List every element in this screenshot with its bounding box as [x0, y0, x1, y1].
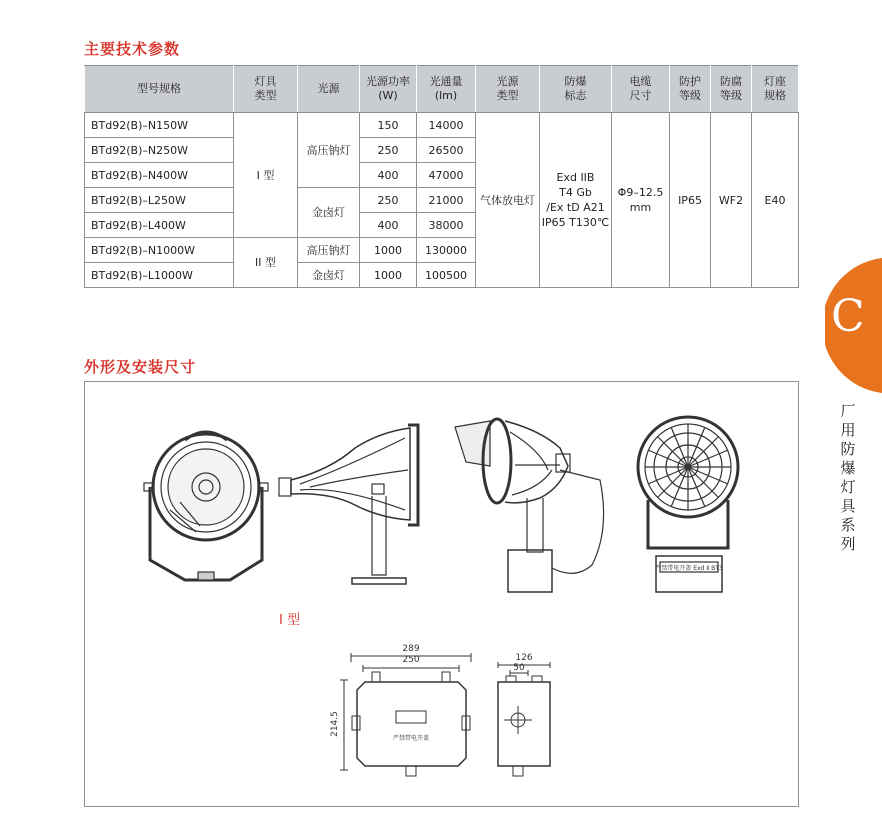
perspective-view-drawing [455, 419, 604, 592]
cell-power: 400 [360, 213, 417, 238]
dim-250-label: 250 [402, 655, 420, 665]
cell-source-type: 气体放电灯 [476, 113, 540, 288]
box-side-drawing [498, 662, 550, 776]
cell-model: BTd92(B)–N150W [85, 113, 234, 138]
cell-model: BTd92(B)–L400W [85, 213, 234, 238]
series-char: 列 [840, 535, 856, 553]
cell-flux: 130000 [417, 238, 476, 263]
series-char: 爆 [840, 459, 856, 477]
series-char: 用 [840, 421, 856, 439]
cell-power: 1000 [360, 238, 417, 263]
cell-source-hps-2: 高压钠灯 [298, 238, 360, 263]
dim-289-label: 289 [402, 644, 420, 654]
cell-ex-mark: Exd IIB T4 Gb /Ex tD A21 IP65 T130℃ [540, 113, 612, 288]
series-char: 灯 [840, 478, 856, 496]
cell-cable: Φ9–12.5 mm [612, 113, 670, 288]
cell-model: BTd92(B)–L1000W [85, 263, 234, 288]
header-light-source: 光源 [298, 66, 360, 113]
cell-flux: 21000 [417, 188, 476, 213]
series-char: 防 [840, 440, 856, 458]
cell-lamp-type-2: II 型 [234, 238, 298, 288]
header-corrosion: 防腐 等级 [711, 66, 752, 113]
cell-flux: 26500 [417, 138, 476, 163]
series-char: 具 [840, 497, 856, 515]
cell-model: BTd92(B)–N400W [85, 163, 234, 188]
dimension-section-title: 外形及安装尺寸 [84, 358, 197, 376]
cell-lamp-type-1: I 型 [234, 113, 298, 238]
cell-power: 150 [360, 113, 417, 138]
cell-power: 1000 [360, 263, 417, 288]
header-cable: 电缆 尺寸 [612, 66, 670, 113]
header-flux: 光通量 (lm) [417, 66, 476, 113]
cell-power: 250 [360, 138, 417, 163]
series-char: 系 [840, 516, 856, 534]
header-lamp-type: 灯具 类型 [234, 66, 298, 113]
box-warning-label-2: 严禁带电开盖 Exd Ⅱ BT3 [655, 565, 723, 572]
cell-flux: 100500 [417, 263, 476, 288]
box-warning-label: 严禁带电开盖 [392, 735, 430, 742]
header-ip: 防护 等级 [670, 66, 711, 113]
cell-ip: IP65 [670, 113, 711, 288]
header-socket: 灯座 规格 [752, 66, 799, 113]
type-label: I 型 [279, 613, 300, 628]
header-source-type: 光源 类型 [476, 66, 540, 113]
cell-source-mh-2: 金卤灯 [298, 263, 360, 288]
spec-section-title: 主要技术参数 [84, 40, 181, 58]
series-char: 厂 [840, 402, 856, 420]
dim-126-label: 126 [515, 653, 533, 663]
cell-power: 250 [360, 188, 417, 213]
cell-flux: 47000 [417, 163, 476, 188]
dim-214-label: 214.5 [330, 711, 340, 737]
side-view-drawing [279, 425, 418, 584]
cell-socket: E40 [752, 113, 799, 288]
header-ex-mark: 防爆 标志 [540, 66, 612, 113]
section-letter: C [831, 291, 865, 342]
cell-source-hps: 高压钠灯 [298, 113, 360, 188]
cell-model: BTd92(B)–N250W [85, 138, 234, 163]
dim-50-label: 50 [513, 663, 525, 673]
cell-model: BTd92(B)–L250W [85, 188, 234, 213]
cell-flux: 38000 [417, 213, 476, 238]
box-dimension-drawing [340, 653, 471, 776]
header-power: 光源功率 (W) [360, 66, 417, 113]
header-model: 型号规格 [85, 66, 234, 113]
cell-source-mh: 金卤灯 [298, 188, 360, 238]
cell-corrosion: WF2 [711, 113, 752, 288]
cell-flux: 14000 [417, 113, 476, 138]
front-view-drawing [144, 432, 268, 580]
cell-power: 400 [360, 163, 417, 188]
series-title-vertical [838, 402, 858, 554]
cell-model: BTd92(B)–N1000W [85, 238, 234, 263]
